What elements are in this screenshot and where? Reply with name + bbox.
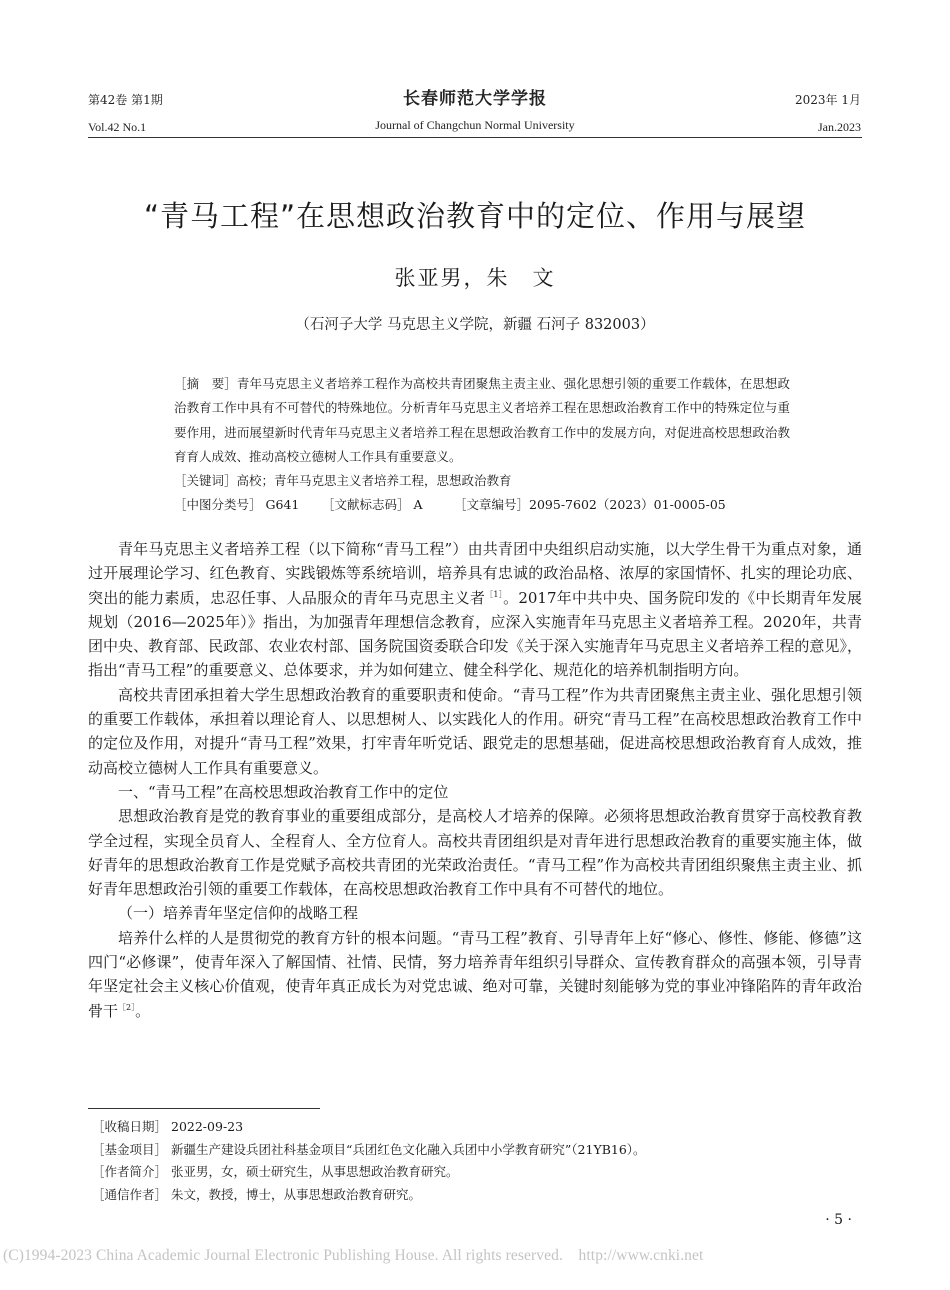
citation-ref: ［1］ — [485, 589, 504, 599]
header-rule — [88, 137, 862, 138]
abstract-label: ［摘 要］ — [174, 376, 237, 391]
section-heading: 一、“青马工程”在高校思想政治教育工作中的定位 — [118, 782, 449, 801]
paragraph: 高校共青团承担着大学生思想政治教育的重要职责和使命。“青马工程”作为共青团聚焦主责主业、强化思想引领的重要工作载体，承担着以理论育人、以思想树人、以实践化人的作用。研究“青马工程”在高校思想政治教育工作中的定位及作用，对提升“青马工程”效果，打牢青年听党话、跟党走的思想基础，促进高校思想政治教育育人成效，推动高校立德树人工作具有重要意义。 — [88, 685, 862, 777]
footnote-author — [92, 1161, 862, 1184]
footnote-received — [92, 1116, 862, 1139]
article-body — [88, 537, 862, 1023]
header-date — [795, 93, 861, 134]
subsection-heading: （一）培养青年坚定信仰的战略工程 — [118, 904, 359, 923]
keywords-text: 高校；青年马克思主义者培养工程，思想政治教育 — [236, 473, 512, 489]
footnote-label: ［作者简介］ — [92, 1164, 168, 1179]
footnote-corresponding — [92, 1184, 862, 1207]
footnote-text: 张亚男，女，硕士研究生，从事思想政治教育研究。 — [171, 1164, 459, 1179]
page-number: · 5 · — [825, 1212, 852, 1228]
article-number-label: ［文章编号］ — [454, 497, 530, 513]
keywords — [174, 469, 790, 493]
article-authors: 张亚男，朱 文 — [394, 266, 556, 290]
footnote-fund — [92, 1139, 862, 1162]
footnote-text: 新疆生产建设兵团社科基金项目“兵团红色文化融入兵团中小学教育研究”（21YB16）。 — [171, 1141, 646, 1157]
paragraph-text: 。 — [135, 1001, 151, 1020]
article-title: “青马工程”在思想政治教育中的定位、作用与展望 — [143, 199, 807, 233]
keywords-label: ［关键词］ — [174, 473, 237, 489]
journal-name-en: Journal of Changchun Normal University — [375, 118, 575, 132]
abstract — [174, 372, 790, 469]
clc-label: ［中图分类号］ — [174, 497, 262, 513]
footnote-text: 朱文，教授，博士，从事思想政治教育研究。 — [171, 1186, 422, 1202]
paragraph-text: 青年马克思主义者培养工程（以下简称“青马工程”）由共青团中央组织启动实施，以大学生骨干为重点对象，通过开展理论学习、红色教育、实践锻炼等系统培训，培养具有忠诚的政治品格、浓厚的家国情怀、扎实的理论功底、突出的能力素质，忠忍任事、人品服众的青年马克思主义者 — [88, 540, 862, 607]
article-number — [454, 493, 726, 517]
paragraph-text: 培养什么样的人是贯彻党的教育方针的根本问题。“青马工程”教育、引导青年上好“修心、修性、修能、修德”这四门“必修课”，使青年深入了解国情、社情、民情，努力培养青年组织引导群众、宣传教育群众的高强本领，引导青年坚定社会主义核心价值观，使青年真正成长为对党忠诚、绝对可靠，关键时刻能够为党的事业冲锋陷阵的青年政治骨干 — [88, 928, 862, 1020]
clc — [174, 493, 322, 517]
footnote-rule — [88, 1108, 320, 1109]
clc-value: G641 — [265, 497, 300, 513]
article-affiliation: （石河子大学 马克思主义学院，新疆 石河子 832003） — [295, 317, 655, 333]
doc-code-label: ［文献标志码］ — [322, 497, 410, 513]
footnotes — [92, 1116, 862, 1206]
footnote-label: ［通信作者］ — [92, 1186, 168, 1202]
volume-en: Vol.42 No.1 — [88, 120, 147, 134]
doc-code — [322, 493, 454, 517]
paragraph — [88, 537, 862, 683]
journal-name-cn: 长春师范大学学报 — [403, 89, 547, 109]
abstract-text: 青年马克思主义者培养工程作为高校共青团聚焦主责主业、强化思想引领的重要工作载体，在思想政治教育工作中具有不可替代的特殊地位。分析青年马克思主义者培养工程在思想政治教育工作中的特殊定位与重要作用，进而展望新时代青年马克思主义者培养工程在思想政治教育工作中的发展方向，对促进高校思想政治教育育人成效、推动高校立德树人工作具有重要意义。 — [174, 376, 790, 464]
article-number-value: 2095-7602（2023）01-0005-05 — [529, 497, 726, 513]
paragraph — [88, 926, 862, 1023]
abstract-block — [174, 372, 790, 517]
date-en: Jan.2023 — [818, 120, 861, 134]
footnote-label: ［收稿日期］ — [92, 1119, 168, 1134]
footnote-text: 2022-09-23 — [171, 1119, 244, 1134]
paragraph: 思想政治教育是党的教育事业的重要组成部分，是高校人才培养的保障。必须将思想政治教育贯穿于高校教育教学全过程，实现全员育人、全程育人、全方位育人。高校共青团组织是对青年进行思想政治教育的重要实施主体，做好青年的思想政治教育工作是党赋予高校共青团的光荣政治责任。“青马工程”作为高校共青团组织聚焦主责主业、抓好青年思想政治引领的重要工作载体，在高校思想政治教育工作中具有不可替代的地位。 — [88, 807, 862, 899]
footnote-label: ［基金项目］ — [92, 1141, 168, 1157]
paragraph-text: 。2017年中共中央、国务院印发的《中长期青年发展规划（2016—2025年）》指出，为加强青年理想信念教育，应深入实施青年马克思主义者培养工程。2020年，共青团中央、教育部、民政部、农业农村部、国务院国资委联合印发《关于深入实施青年马克思主义者培养工程的意见》，指出“青马工程”的重要意义、总体要求，并为如何建立、健全科学化、规范化的培养机制指明方向。 — [88, 588, 862, 680]
copyright-watermark: (C)1994-2023 China Academic Journal Electronic Publishing House. All rights reserved. http://www.cnki.net — [3, 1247, 704, 1264]
doc-code-value: A — [413, 497, 423, 513]
volume-cn: 第42卷 第1期 — [88, 93, 163, 107]
citation-ref: ［2］ — [118, 1002, 136, 1012]
date-cn: 2023年 1月 — [795, 93, 861, 107]
classification-row — [174, 493, 790, 517]
